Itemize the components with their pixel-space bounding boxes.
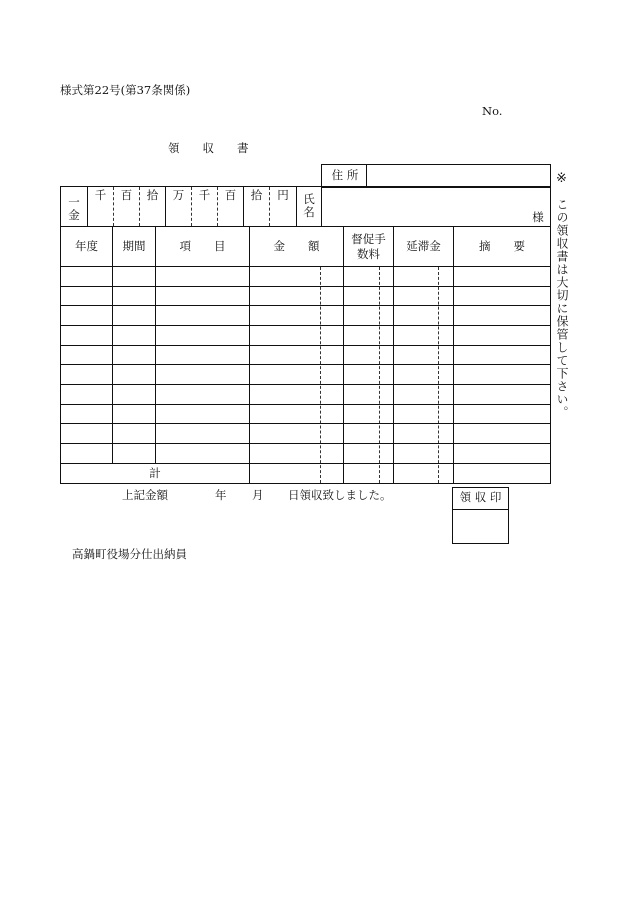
col-dash-amount xyxy=(320,267,321,483)
name-label-right xyxy=(321,187,322,226)
header-amount: 金 額 xyxy=(273,239,320,253)
stamp-divider xyxy=(453,509,508,510)
row-line xyxy=(61,364,550,365)
digit-label: 万 xyxy=(172,188,185,202)
row-line xyxy=(61,404,550,405)
name-suffix: 様 xyxy=(532,210,544,224)
name-field[interactable] xyxy=(323,188,549,225)
name-label-top: 氏 xyxy=(303,192,315,206)
stamp-label: 領 収 印 xyxy=(459,490,502,504)
page-title: 領 収 書 xyxy=(168,141,249,155)
address-label: 住 所 xyxy=(331,168,359,182)
total-label: 計 xyxy=(149,466,161,480)
digit-label: 千 xyxy=(94,188,107,202)
row-line xyxy=(61,286,550,287)
side-note: この領収書は大切に保管して下さい。 xyxy=(555,198,569,419)
form-number: 様式第22号(第37条関係) xyxy=(60,83,191,97)
header-remarks: 摘 要 xyxy=(479,239,525,253)
row-line xyxy=(61,384,550,385)
receipt-table-frame xyxy=(60,186,551,484)
header-fee-line1: 督促手 xyxy=(351,232,386,246)
row-line xyxy=(61,423,550,424)
receipt-year-label: 年 xyxy=(215,488,227,502)
row-line xyxy=(61,463,550,464)
header-item: 項 目 xyxy=(179,239,226,253)
row-line xyxy=(61,443,550,444)
receipt-month-label: 月 xyxy=(252,488,264,502)
address-field[interactable] xyxy=(368,166,549,186)
amount-row-bottom xyxy=(61,226,550,227)
header-year: 年度 xyxy=(75,239,98,253)
amount-prefix-bottom: 金 xyxy=(68,208,80,222)
stamp-area[interactable] xyxy=(454,511,507,542)
row-line xyxy=(61,325,550,326)
header-late: 延滞金 xyxy=(406,239,441,253)
amount-prefix-top: 一 xyxy=(68,195,80,209)
receipt-amount-label: 上記金額 xyxy=(122,488,168,502)
receipt-day-text: 日領収致しました。 xyxy=(288,488,392,502)
digit-label: 百 xyxy=(224,188,237,202)
digit-label: 百 xyxy=(120,188,133,202)
address-divider xyxy=(366,165,367,187)
header-period: 期間 xyxy=(122,239,146,253)
row-line xyxy=(61,305,550,306)
digit-label: 拾 xyxy=(146,188,159,202)
row-line xyxy=(61,266,550,267)
col-dash-late xyxy=(438,267,439,483)
name-label-bottom: 名 xyxy=(303,205,315,219)
digit-label: 千 xyxy=(198,188,211,202)
digit-label: 拾 xyxy=(250,188,263,202)
note-mark-icon: ※ xyxy=(556,171,567,186)
row-line xyxy=(61,345,550,346)
col-dash-fee xyxy=(379,267,380,483)
issuer-label: 高鍋町役場分仕出納員 xyxy=(72,547,187,561)
digit-label: 円 xyxy=(277,188,289,202)
receipt-number-label: No. xyxy=(482,104,503,118)
header-fee-line2: 数料 xyxy=(357,247,380,261)
